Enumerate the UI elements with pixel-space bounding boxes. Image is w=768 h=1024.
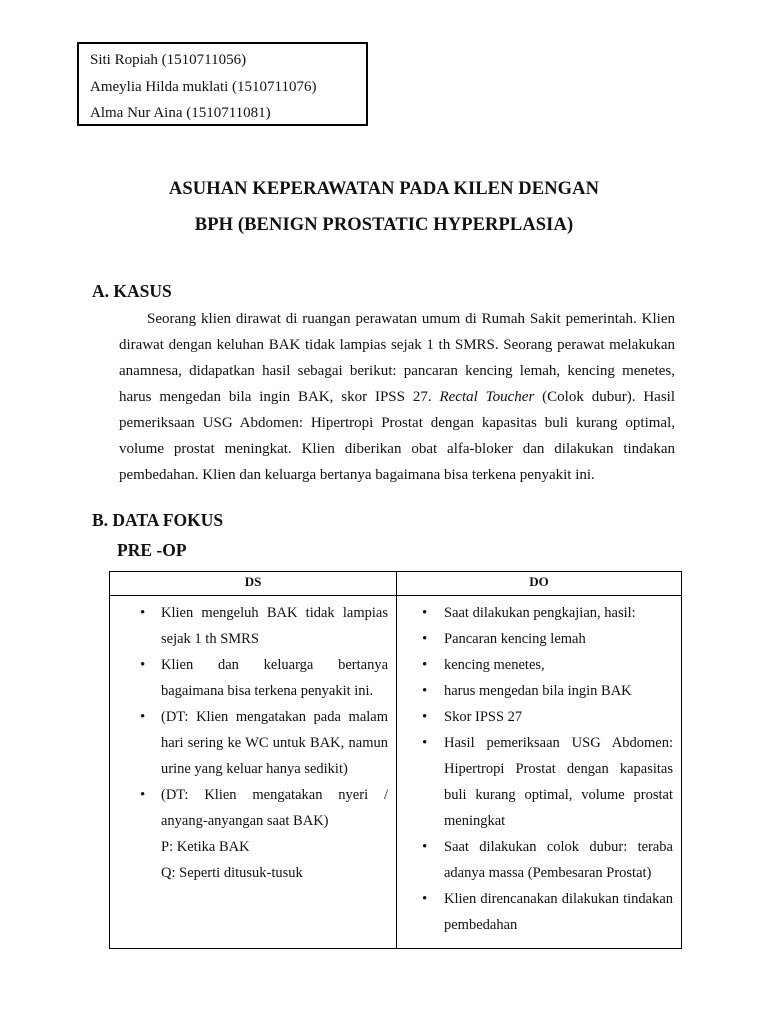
do-list xyxy=(403,600,673,938)
case-paragraph xyxy=(119,306,675,488)
author-box xyxy=(77,42,368,126)
ds-list xyxy=(116,600,388,834)
case-text-part-2: (Colok dubur). Hasil pemeriksaan USG Abdomen: Hipertropi Prostat dengan kapasitas buli kurang optimal, volume prostat meningkat. Klien diberikan obat alfa-bloker dan dilakukan tindakan pembedahan. Klien dan keluarga bertanya bagaimana bisa terkena penyakit ini. xyxy=(119,389,675,483)
table-header-do: DO xyxy=(397,572,682,596)
pain-provocation-line: P: Ketika BAK xyxy=(161,839,250,855)
list-item: • Klien mengeluh BAK tidak lampias sejak 1 th SMRS xyxy=(116,600,388,652)
list-item: • Klien direncanakan dilakukan tindakan pembedahan xyxy=(403,886,673,938)
list-item: • Saat dilakukan colok dubur: teraba adanya massa (Pembesaran Prostat) xyxy=(403,834,673,886)
do-cell xyxy=(397,596,682,949)
data-focus-table xyxy=(109,571,682,949)
case-text-part-1: Seorang klien dirawat di ruangan perawatan umum di Rumah Sakit pemerintah. Klien dirawat dengan keluhan BAK tidak lampias sejak 1 th SMRS. Seorang perawat melakukan anamnesa, didapatkan hasil sebagai berikut: pancaran kencing lemah, kencing menetes, harus mengedan bila ingin BAK, skor IPSS 27. xyxy=(119,311,675,405)
ds-cell xyxy=(110,596,397,949)
list-item: • Skor IPSS 27 xyxy=(403,704,673,730)
pain-quality-line: Q: Seperti ditusuk-tusuk xyxy=(161,865,303,881)
author-name: Ameylia Hilda muklati (1510711076) xyxy=(90,78,317,95)
list-item: • Pancaran kencing lemah xyxy=(403,626,673,652)
list-item: • Klien dan keluarga bertanya bagaimana bisa terkena penyakit ini. xyxy=(116,652,388,704)
subheading-pre-op: PRE -OP xyxy=(117,540,187,560)
list-item: • (DT: Klien mengatakan nyeri / anyang-anyangan saat BAK) xyxy=(116,782,388,834)
document-title-line-2: BPH (BENIGN PROSTATIC HYPERPLASIA) xyxy=(194,215,574,235)
document-title-line-1: ASUHAN KEPERAWATAN PADA KILEN DENGAN xyxy=(168,179,600,199)
section-heading-kasus: A. KASUS xyxy=(92,281,172,301)
list-item: • Hasil pemeriksaan USG Abdomen: Hipertropi Prostat dengan kapasitas buli kurang optimal, volume prostat meningkat xyxy=(403,730,673,834)
author-name: Alma Nur Aina (1510711081) xyxy=(90,105,271,121)
list-item: • (DT: Klien mengatakan pada malam hari sering ke WC untuk BAK, namun urine yang keluar hanya sedikit) xyxy=(116,704,388,782)
list-item: • harus mengedan bila ingin BAK xyxy=(403,678,673,704)
table-header-row xyxy=(110,572,682,596)
case-text-italic: Rectal Toucher xyxy=(439,389,535,405)
list-item: • kencing menetes, xyxy=(403,652,673,678)
table-row xyxy=(110,596,682,949)
table-header-ds: DS xyxy=(110,572,397,596)
section-heading-data-fokus: B. DATA FOKUS xyxy=(92,510,224,530)
list-item: • Saat dilakukan pengkajian, hasil: xyxy=(403,600,673,626)
author-name: Siti Ropiah (1510711056) xyxy=(90,52,247,68)
